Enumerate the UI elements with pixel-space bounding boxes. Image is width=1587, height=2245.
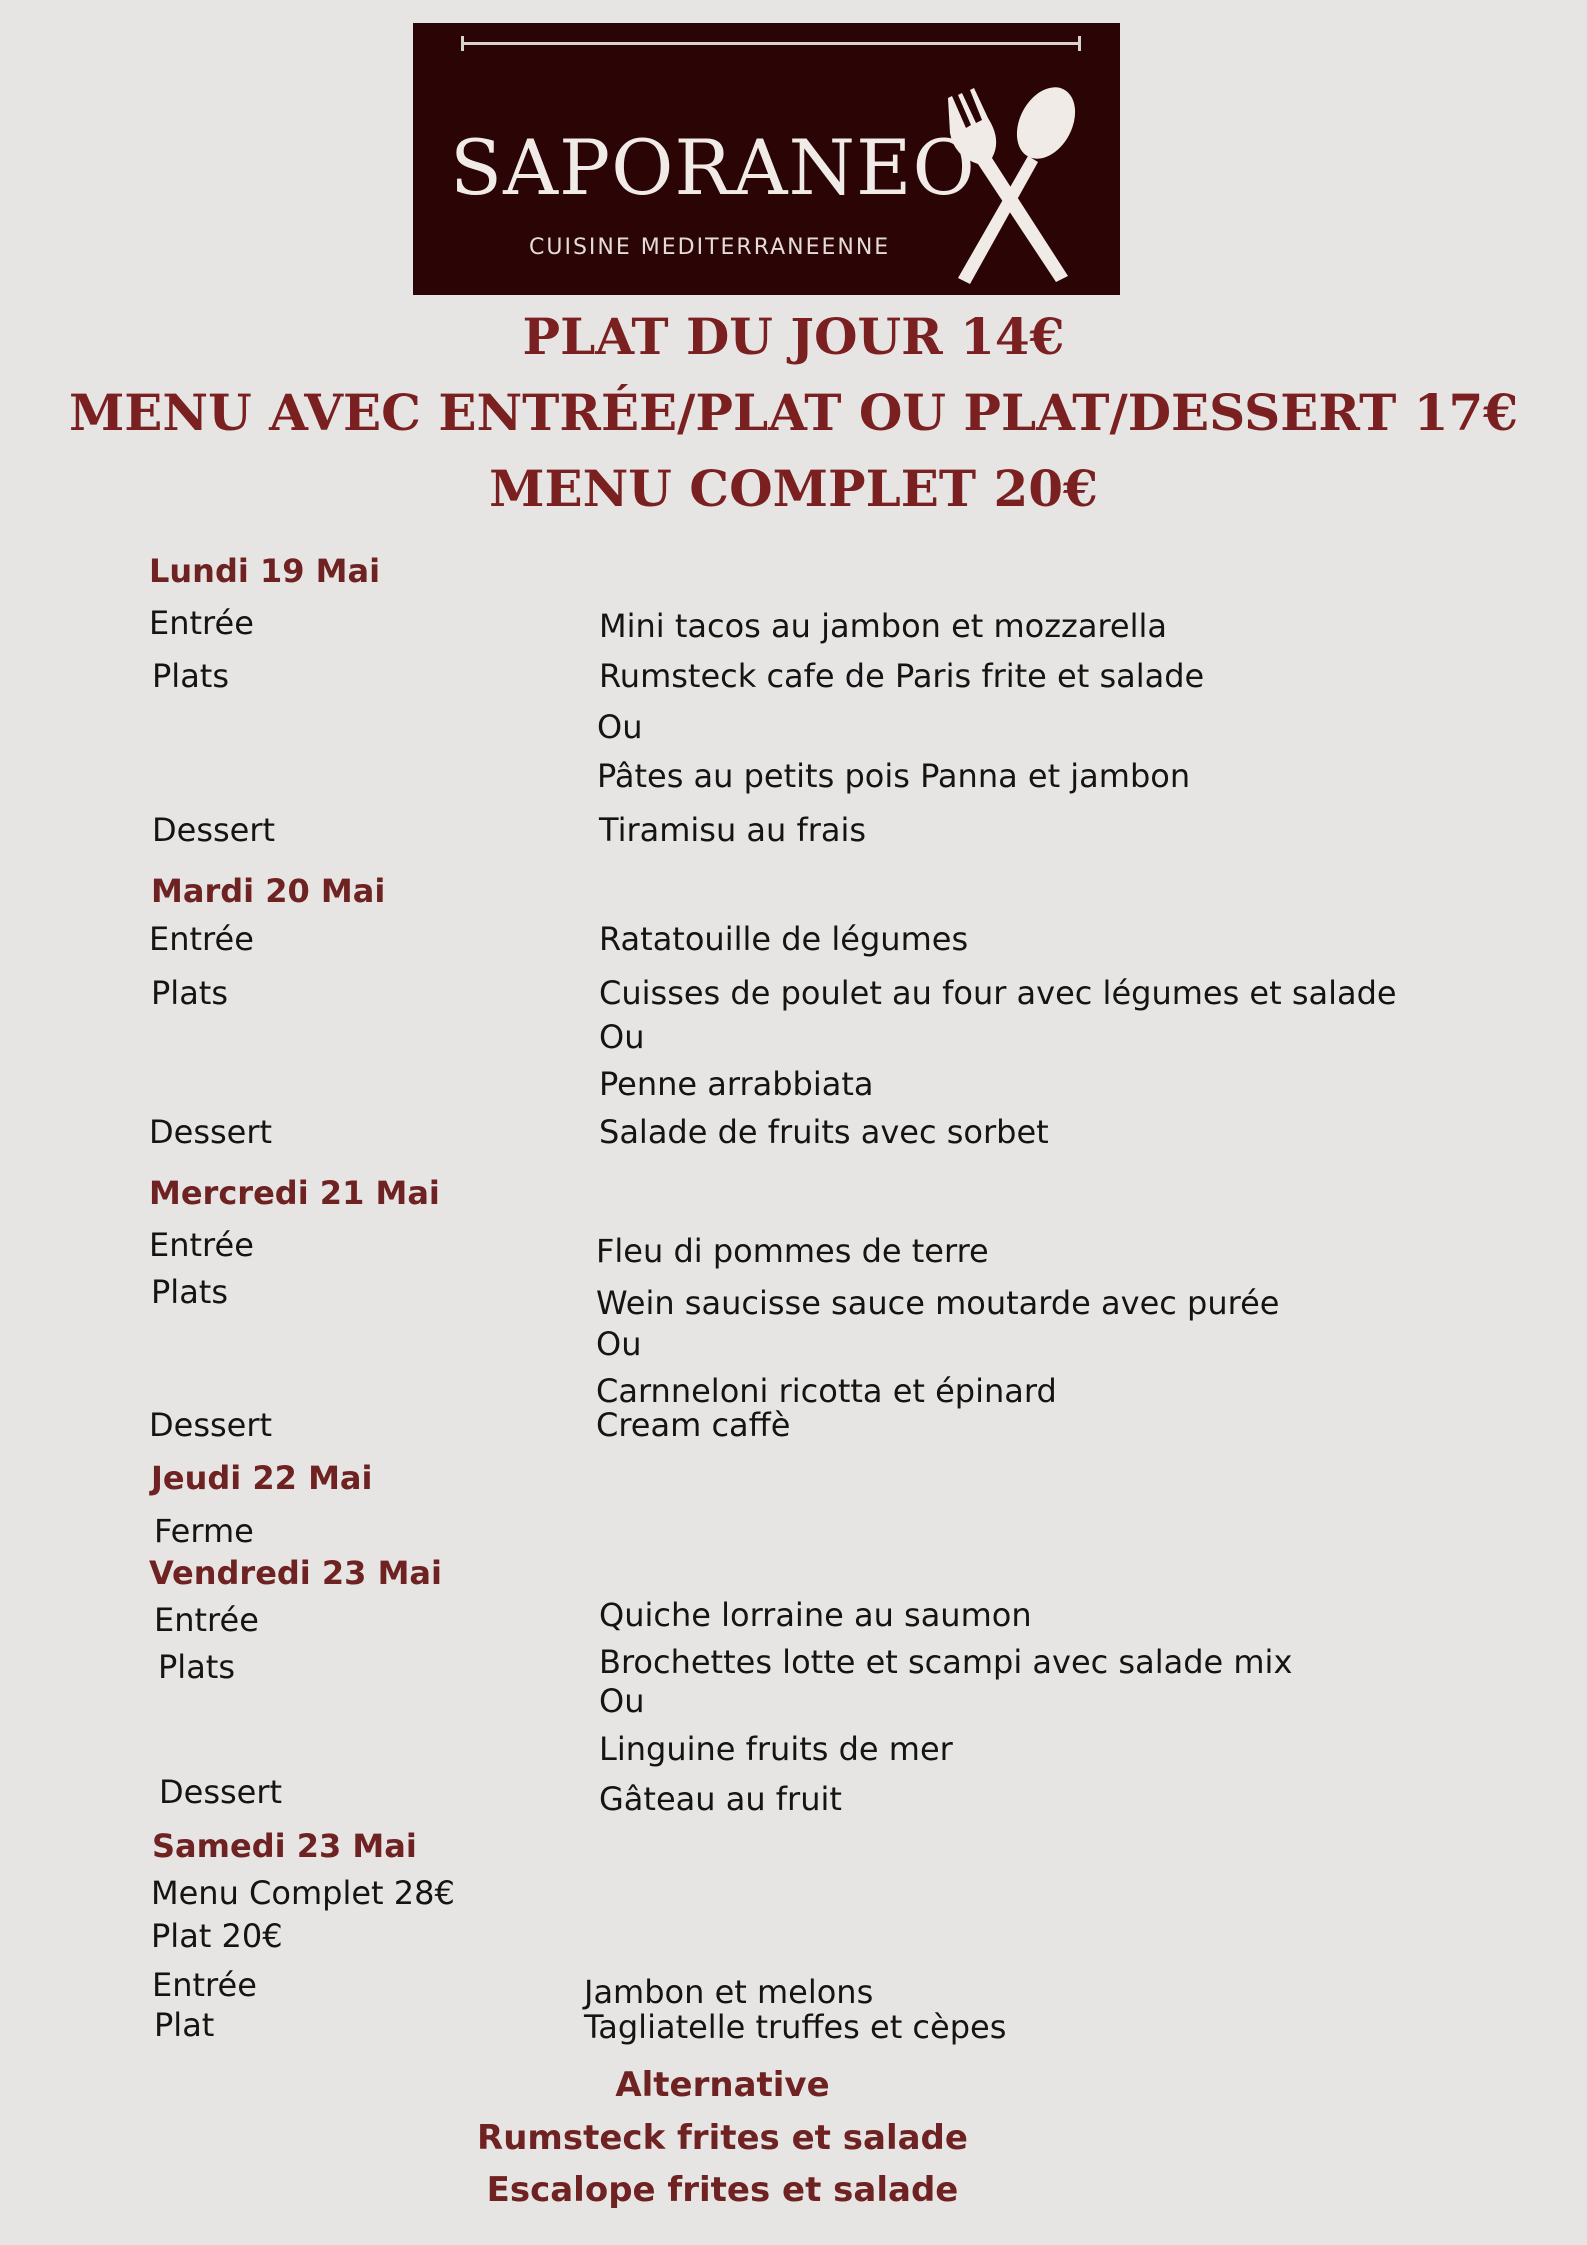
plat-price: Plat 20€	[151, 1917, 283, 1955]
plat-dish-2: Linguine fruits de mer	[599, 1730, 953, 1768]
dessert-label: Dessert	[152, 811, 276, 849]
plat-dish: Tagliatelle truffes et cèpes	[584, 2008, 1007, 2046]
dessert-label: Dessert	[149, 1406, 273, 1444]
logo-name: SAPORANEO	[450, 123, 976, 212]
entree-label: Entrée	[149, 920, 254, 958]
dessert-label: Dessert	[149, 1113, 273, 1151]
headline-plat-du-jour: PLAT DU JOUR 14€	[522, 307, 1065, 366]
plats-label: Plats	[151, 1273, 229, 1311]
logo-decor-bar	[461, 42, 1081, 45]
plat-dish-1: Cuisses de poulet au four avec légumes et salade	[599, 974, 1397, 1012]
dessert-dish: Tiramisu au frais	[599, 811, 867, 849]
headline-menu-17: MENU AVEC ENTRÉE/PLAT OU PLAT/DESSERT 17€	[68, 383, 1519, 442]
plat-dish-1: Rumsteck cafe de Paris frite et salade	[599, 657, 1205, 695]
entree-dish: Ratatouille de légumes	[599, 920, 969, 958]
plat-dish-2: Carnneloni ricotta et épinard	[596, 1372, 1057, 1410]
dessert-dish: Gâteau au fruit	[599, 1780, 842, 1818]
alternative-title: Alternative	[615, 2065, 830, 2105]
plats-label: Plats	[152, 657, 230, 695]
ou-text: Ou	[599, 1682, 645, 1720]
entree-dish: Mini tacos au jambon et mozzarella	[599, 607, 1167, 645]
entree-dish: Jambon et melons	[584, 1973, 874, 2011]
fork-and-spoon-icon	[928, 78, 1088, 288]
entree-dish: Quiche lorraine au saumon	[599, 1596, 1032, 1634]
ou-text: Ou	[596, 1325, 642, 1363]
plat-dish-1: Brochettes lotte et scampi avec salade mix	[599, 1643, 1293, 1681]
plats-label: Plats	[151, 974, 229, 1012]
menu-complet-price: Menu Complet 28€	[151, 1874, 455, 1912]
dessert-dish: Salade de fruits avec sorbet	[599, 1113, 1049, 1151]
restaurant-logo	[413, 23, 1120, 295]
logo-tagline: CUISINE MEDITERRANEENNE	[529, 235, 891, 260]
closed-status: Ferme	[154, 1512, 254, 1550]
day-title-mardi: Mardi 20 Mai	[151, 872, 386, 910]
plat-dish-1: Wein saucisse sauce moutarde avec purée	[596, 1284, 1280, 1322]
day-title-mercredi: Mercredi 21 Mai	[149, 1174, 440, 1212]
plat-dish-2: Pâtes au petits pois Panna et jambon	[597, 757, 1191, 795]
entree-label: Entrée	[154, 1601, 259, 1639]
plats-label: Plats	[158, 1648, 236, 1686]
entree-dish: Fleu di pommes de terre	[596, 1232, 989, 1270]
dessert-dish: Cream caffè	[596, 1406, 791, 1444]
day-title-lundi: Lundi 19 Mai	[149, 552, 381, 590]
plat-dish-2: Penne arrabbiata	[599, 1065, 874, 1103]
day-title-vendredi: Vendredi 23 Mai	[149, 1554, 442, 1592]
day-title-jeudi: Jeudi 22 Mai	[151, 1459, 373, 1497]
plat-label: Plat	[154, 2006, 215, 2044]
headline-menu-complet: MENU COMPLET 20€	[489, 459, 1098, 518]
ou-text: Ou	[599, 1018, 645, 1056]
alternative-item: Escalope frites et salade	[486, 2170, 959, 2210]
dessert-label: Dessert	[159, 1773, 283, 1811]
entree-label: Entrée	[152, 1966, 257, 2004]
alternative-item: Rumsteck frites et salade	[477, 2118, 968, 2158]
entree-label: Entrée	[149, 604, 254, 642]
entree-label: Entrée	[149, 1226, 254, 1264]
day-title-samedi: Samedi 23 Mai	[152, 1827, 417, 1865]
ou-text: Ou	[597, 708, 643, 746]
